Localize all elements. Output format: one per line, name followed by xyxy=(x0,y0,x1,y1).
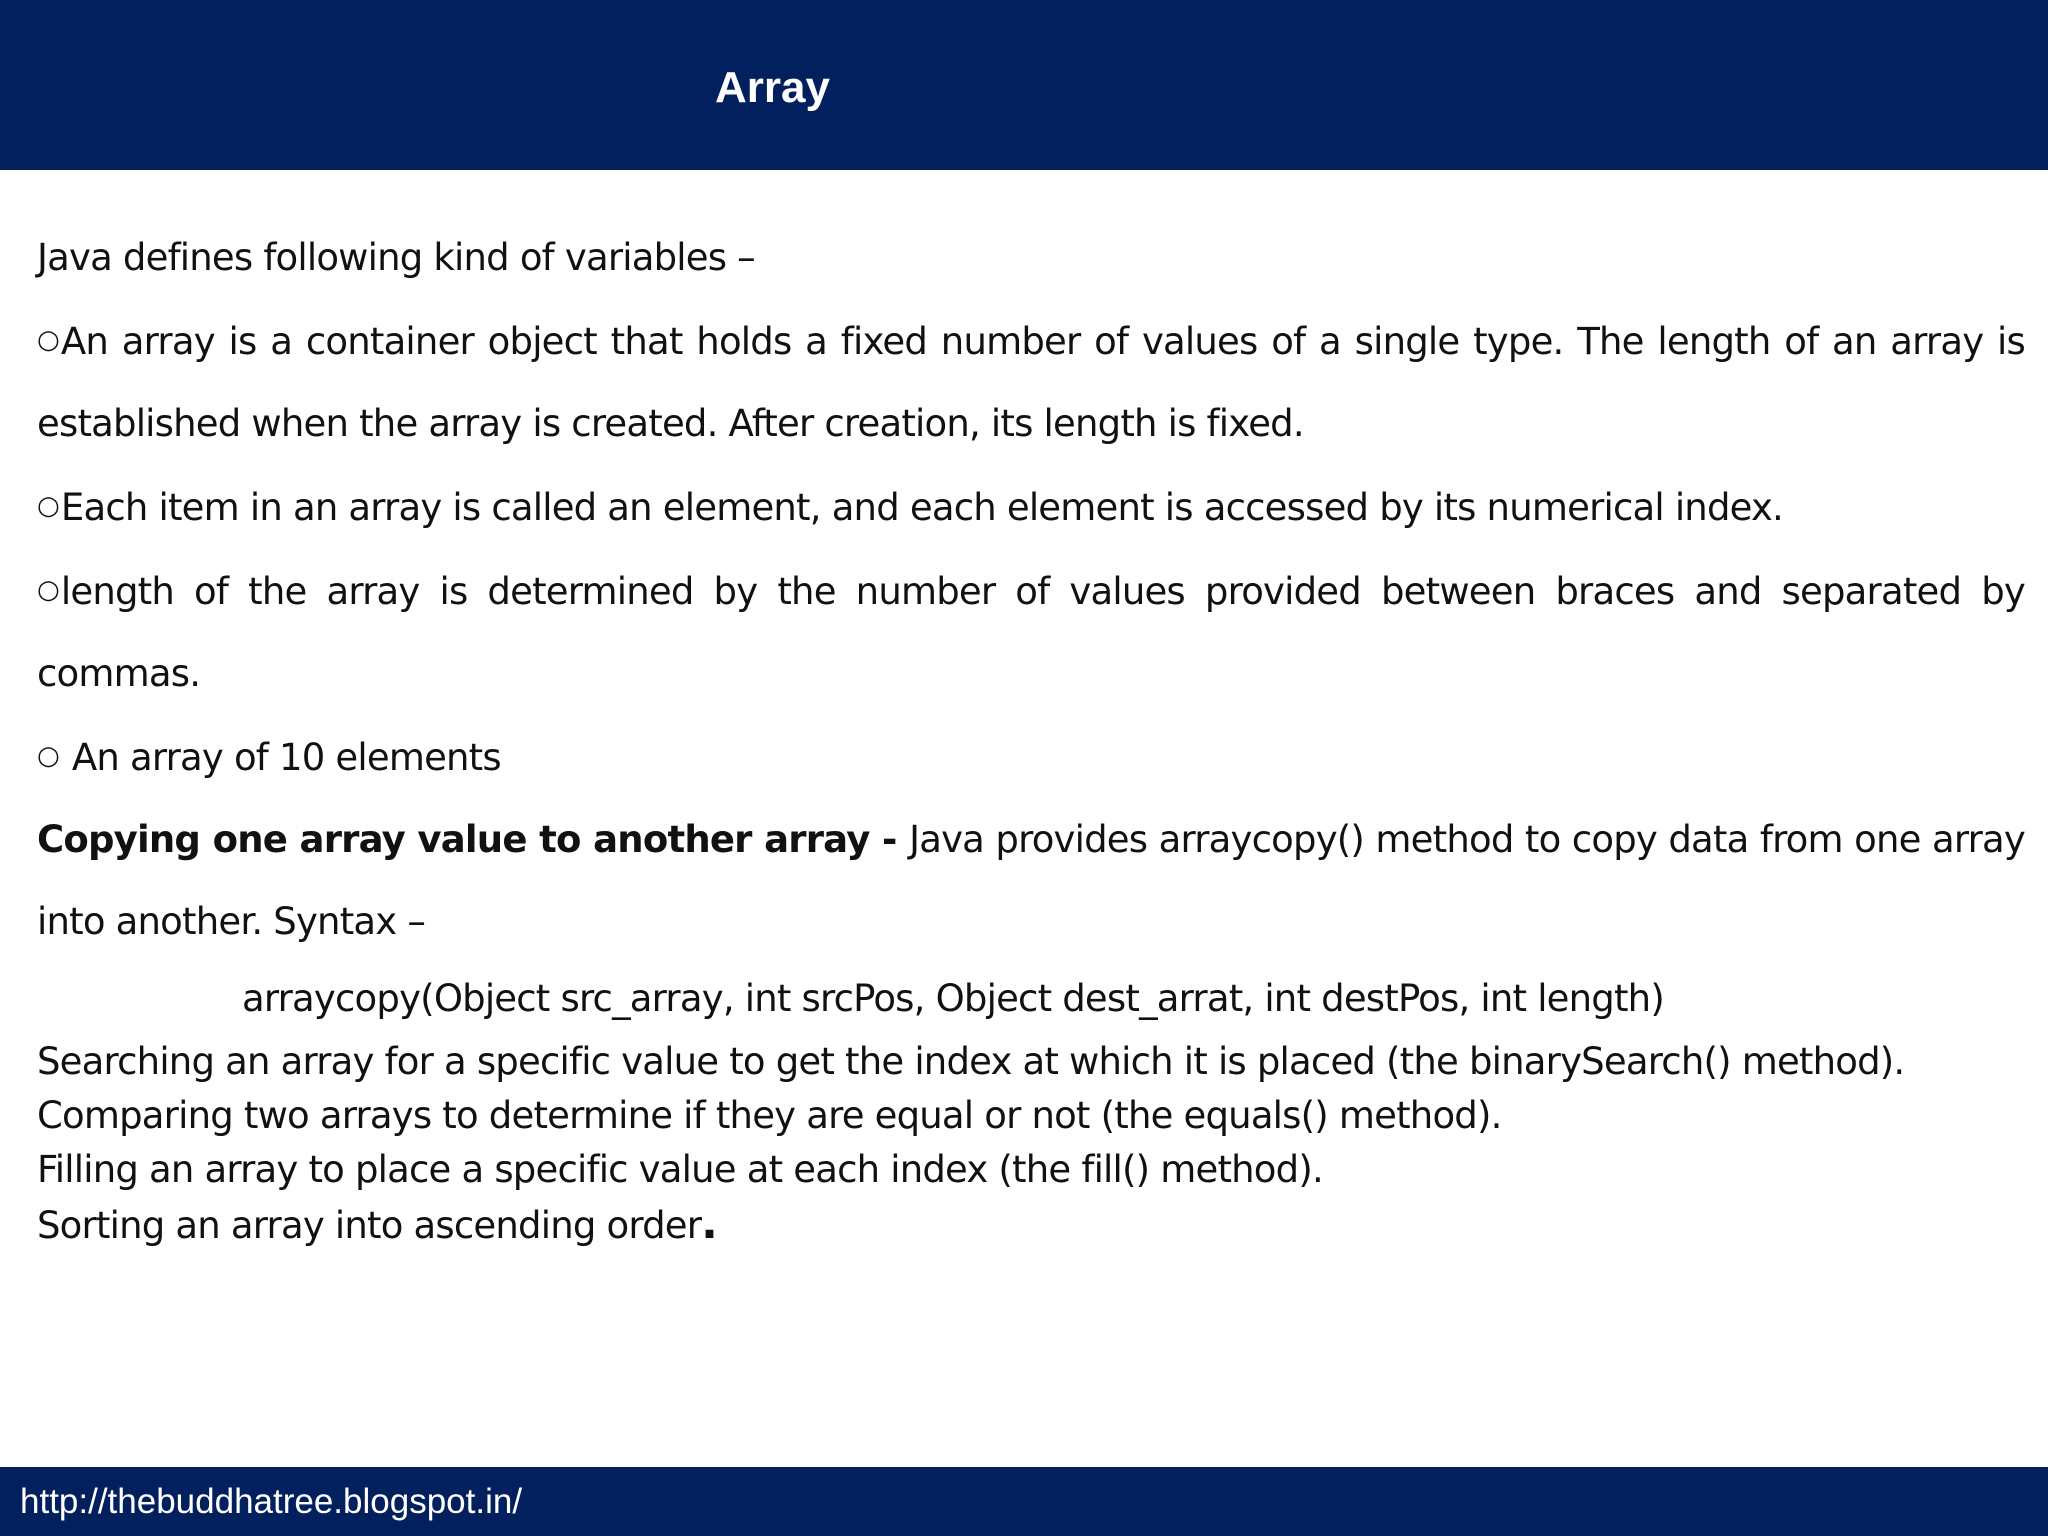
operation-item: Searching an array for a specific value to get the index at which it is placed (the binarySearch() method). xyxy=(37,1040,1905,1083)
slide-content xyxy=(37,217,2025,1253)
operation-item-last xyxy=(37,1197,2025,1253)
bullet-item xyxy=(37,299,2025,465)
final-period: . xyxy=(701,1198,718,1249)
circle-bullet-icon: ○ xyxy=(37,491,59,521)
bullet-text: An array is a container object that holds a fixed number of values of a single type. The length of an array is established when the array is created. After creation, its length is fixed. xyxy=(37,320,2025,445)
operation-text: Sorting an array into ascending order xyxy=(37,1204,702,1247)
operation-item: Comparing two arrays to determine if they are equal or not (the equals() method). xyxy=(37,1094,1502,1137)
copy-section-text: Java provides arraycopy() method to copy data from one array into another. Syntax – xyxy=(37,818,2025,943)
copy-section xyxy=(37,799,2025,963)
circle-bullet-icon: ○ xyxy=(37,325,59,355)
footer-bar xyxy=(0,1467,2048,1536)
bullet-item xyxy=(37,549,2025,715)
intro-text: Java defines following kind of variables – xyxy=(37,236,755,279)
footer-url: http://thebuddhatree.blogspot.in/ xyxy=(20,1482,523,1521)
bullet-text: length of the array is determined by the number of values provided between braces and separated by commas. xyxy=(37,570,2025,695)
operation-item: Filling an array to place a specific value at each index (the fill() method). xyxy=(37,1148,1323,1191)
bullet-text: An array of 10 elements xyxy=(60,736,501,779)
bullet-item xyxy=(37,465,2025,549)
syntax-line: arraycopy(Object src_array, int srcPos, Object dest_arrat, int destPos, int length) xyxy=(242,977,1664,1020)
slide-title: Array xyxy=(715,63,830,112)
bullet-item xyxy=(37,715,2025,799)
circle-bullet-icon: ○ xyxy=(37,575,59,605)
copy-section-heading: Copying one array value to another array - xyxy=(37,818,910,861)
circle-bullet-icon: ○ xyxy=(37,741,59,771)
bullet-text: Each item in an array is called an element, and each element is accessed by its numerical index. xyxy=(60,486,1783,529)
header-bar xyxy=(0,0,2048,170)
